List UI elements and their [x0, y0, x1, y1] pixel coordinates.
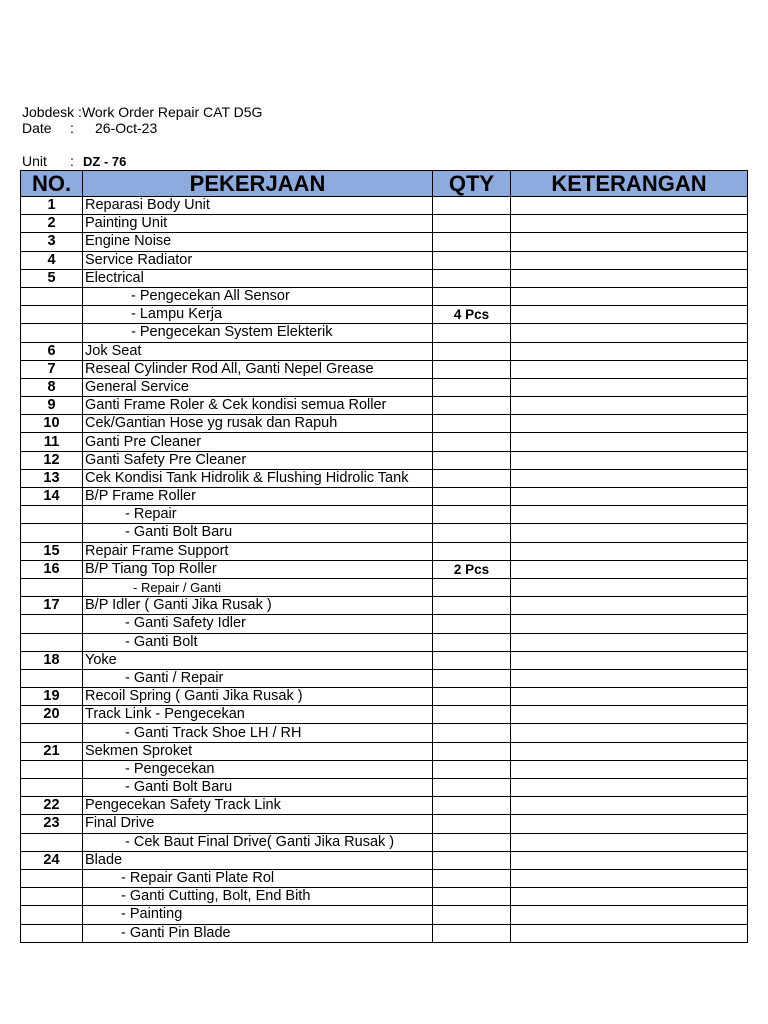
unit-value: DZ - 76	[83, 154, 127, 169]
table-row	[21, 451, 748, 469]
row-number	[21, 779, 83, 797]
row-number	[21, 669, 83, 687]
column-header-no: NO.	[21, 171, 83, 197]
task-qty	[433, 651, 511, 669]
task-qty	[433, 797, 511, 815]
table-row	[21, 506, 748, 524]
task-note	[511, 269, 748, 287]
task-name: Pengecekan Safety Track Link	[83, 797, 433, 815]
row-number: 11	[21, 433, 83, 451]
task-qty	[433, 506, 511, 524]
task-name: Cek/Gantian Hose yg rusak dan Rapuh	[83, 415, 433, 433]
table-row	[21, 378, 748, 396]
task-qty	[433, 233, 511, 251]
table-row	[21, 197, 748, 215]
task-name: B/P Idler ( Ganti Jika Rusak )	[83, 597, 433, 615]
task-note	[511, 797, 748, 815]
task-qty	[433, 287, 511, 305]
table-row	[21, 269, 748, 287]
task-qty	[433, 688, 511, 706]
row-number	[21, 506, 83, 524]
task-note	[511, 433, 748, 451]
row-number	[21, 306, 83, 324]
task-qty	[433, 215, 511, 233]
task-qty	[433, 724, 511, 742]
table-row	[21, 488, 748, 506]
row-number: 22	[21, 797, 83, 815]
task-name: B/P Tiang Top Roller	[83, 560, 433, 578]
task-qty	[433, 815, 511, 833]
table-row	[21, 578, 748, 596]
task-note	[511, 706, 748, 724]
task-note	[511, 888, 748, 906]
jobdesk-line	[22, 104, 262, 120]
row-number: 3	[21, 233, 83, 251]
date-line	[22, 120, 157, 136]
task-note	[511, 688, 748, 706]
table-row	[21, 651, 748, 669]
task-note	[511, 651, 748, 669]
table-row	[21, 342, 748, 360]
task-qty	[433, 706, 511, 724]
table-row	[21, 287, 748, 305]
task-qty	[433, 924, 511, 942]
row-number	[21, 906, 83, 924]
task-qty	[433, 906, 511, 924]
task-name: B/P Frame Roller	[83, 488, 433, 506]
table-row	[21, 615, 748, 633]
date-label: Date	[22, 120, 52, 136]
row-number: 10	[21, 415, 83, 433]
table-row	[21, 669, 748, 687]
task-qty: 2 Pcs	[433, 560, 511, 578]
jobdesk-value: Work Order Repair CAT D5G	[81, 104, 263, 120]
task-qty	[433, 378, 511, 396]
date-separator: :	[70, 120, 74, 136]
task-qty	[433, 415, 511, 433]
table-row	[21, 851, 748, 869]
row-number	[21, 615, 83, 633]
row-number: 19	[21, 688, 83, 706]
table-row	[21, 560, 748, 578]
task-subitem: - Pengecekan System Elekterik	[83, 324, 433, 342]
date-value: 26-Oct-23	[95, 120, 158, 136]
row-number	[21, 833, 83, 851]
task-note	[511, 488, 748, 506]
task-subitem: - Pengecekan All Sensor	[83, 287, 433, 305]
row-number: 13	[21, 469, 83, 487]
task-note	[511, 542, 748, 560]
task-subitem: - Ganti Cutting, Bolt, End Bith	[83, 888, 433, 906]
task-note	[511, 215, 748, 233]
task-qty	[433, 669, 511, 687]
row-number: 7	[21, 360, 83, 378]
task-qty	[433, 342, 511, 360]
row-number	[21, 287, 83, 305]
task-name: Ganti Frame Roler & Cek kondisi semua Roller	[83, 397, 433, 415]
task-name: Repair Frame Support	[83, 542, 433, 560]
task-note	[511, 342, 748, 360]
task-subitem: - Lampu Kerja	[83, 306, 433, 324]
table-row	[21, 542, 748, 560]
task-name: Sekmen Sproket	[83, 742, 433, 760]
task-qty	[433, 324, 511, 342]
task-qty	[433, 633, 511, 651]
table-row	[21, 397, 748, 415]
table-row	[21, 215, 748, 233]
task-note	[511, 578, 748, 596]
row-number	[21, 633, 83, 651]
task-note	[511, 597, 748, 615]
row-number: 24	[21, 851, 83, 869]
task-note	[511, 815, 748, 833]
task-qty: 4 Pcs	[433, 306, 511, 324]
column-header-keterangan: KETERANGAN	[511, 171, 748, 197]
table-row	[21, 906, 748, 924]
task-note	[511, 851, 748, 869]
row-number	[21, 869, 83, 887]
row-number: 12	[21, 451, 83, 469]
task-name: Blade	[83, 851, 433, 869]
task-qty	[433, 888, 511, 906]
task-qty	[433, 597, 511, 615]
table-row	[21, 433, 748, 451]
row-number	[21, 324, 83, 342]
task-name: Recoil Spring ( Ganti Jika Rusak )	[83, 688, 433, 706]
row-number	[21, 724, 83, 742]
column-header-qty: QTY	[433, 171, 511, 197]
task-note	[511, 397, 748, 415]
table-row	[21, 924, 748, 942]
row-number: 5	[21, 269, 83, 287]
table-row	[21, 415, 748, 433]
table-row	[21, 597, 748, 615]
task-qty	[433, 197, 511, 215]
task-qty	[433, 251, 511, 269]
row-number: 1	[21, 197, 83, 215]
unit-separator: :	[70, 153, 74, 169]
table-header-row	[21, 171, 748, 197]
table-row	[21, 324, 748, 342]
task-qty	[433, 833, 511, 851]
task-note	[511, 779, 748, 797]
task-qty	[433, 742, 511, 760]
table-row	[21, 797, 748, 815]
row-number: 4	[21, 251, 83, 269]
table-row	[21, 524, 748, 542]
task-qty	[433, 542, 511, 560]
task-name: Cek Kondisi Tank Hidrolik & Flushing Hidrolic Tank	[83, 469, 433, 487]
table-row	[21, 742, 748, 760]
task-subitem: - Ganti Safety Idler	[83, 615, 433, 633]
table-row	[21, 469, 748, 487]
task-name: Jok Seat	[83, 342, 433, 360]
task-note	[511, 197, 748, 215]
task-qty	[433, 469, 511, 487]
table-row	[21, 688, 748, 706]
row-number: 20	[21, 706, 83, 724]
task-note	[511, 560, 748, 578]
column-header-pekerjaan: PEKERJAAN	[83, 171, 433, 197]
task-qty	[433, 269, 511, 287]
task-note	[511, 524, 748, 542]
task-note	[511, 306, 748, 324]
task-name: Engine Noise	[83, 233, 433, 251]
unit-line	[22, 153, 126, 170]
task-name: General Service	[83, 378, 433, 396]
task-qty	[433, 397, 511, 415]
task-note	[511, 360, 748, 378]
table-row	[21, 706, 748, 724]
task-name: Ganti Safety Pre Cleaner	[83, 451, 433, 469]
task-qty	[433, 851, 511, 869]
task-qty	[433, 451, 511, 469]
row-number: 2	[21, 215, 83, 233]
row-number	[21, 578, 83, 596]
table-row	[21, 815, 748, 833]
row-number: 14	[21, 488, 83, 506]
row-number	[21, 888, 83, 906]
task-note	[511, 378, 748, 396]
task-qty	[433, 360, 511, 378]
task-note	[511, 742, 748, 760]
task-note	[511, 833, 748, 851]
table-row	[21, 760, 748, 778]
task-subitem: - Painting	[83, 906, 433, 924]
task-subitem: - Cek Baut Final Drive( Ganti Jika Rusak )	[83, 833, 433, 851]
row-number: 15	[21, 542, 83, 560]
row-number: 23	[21, 815, 83, 833]
task-subitem: - Repair Ganti Plate Rol	[83, 869, 433, 887]
row-number: 18	[21, 651, 83, 669]
task-name: Painting Unit	[83, 215, 433, 233]
task-note	[511, 924, 748, 942]
task-qty	[433, 524, 511, 542]
task-qty	[433, 433, 511, 451]
work-order-table	[20, 170, 748, 943]
task-subitem: - Ganti Bolt Baru	[83, 524, 433, 542]
task-subitem: - Repair / Ganti	[83, 578, 433, 596]
task-note	[511, 760, 748, 778]
task-qty	[433, 779, 511, 797]
table-row	[21, 633, 748, 651]
task-note	[511, 615, 748, 633]
table-row	[21, 724, 748, 742]
task-qty	[433, 488, 511, 506]
task-note	[511, 724, 748, 742]
task-subitem: - Ganti / Repair	[83, 669, 433, 687]
row-number: 21	[21, 742, 83, 760]
table-row	[21, 888, 748, 906]
task-note	[511, 415, 748, 433]
task-qty	[433, 869, 511, 887]
jobdesk-label: Jobdesk :	[22, 104, 82, 120]
row-number	[21, 760, 83, 778]
table-row	[21, 251, 748, 269]
row-number	[21, 924, 83, 942]
task-subitem: - Ganti Bolt	[83, 633, 433, 651]
row-number: 8	[21, 378, 83, 396]
task-name: Reseal Cylinder Rod All, Ganti Nepel Grease	[83, 360, 433, 378]
task-name: Electrical	[83, 269, 433, 287]
task-subitem: - Repair	[83, 506, 433, 524]
task-note	[511, 251, 748, 269]
table-row	[21, 233, 748, 251]
unit-label: Unit	[22, 153, 47, 169]
table-body	[21, 197, 748, 943]
task-note	[511, 287, 748, 305]
table-row	[21, 306, 748, 324]
row-number: 6	[21, 342, 83, 360]
task-subitem: - Ganti Track Shoe LH / RH	[83, 724, 433, 742]
task-note	[511, 451, 748, 469]
task-name: Service Radiator	[83, 251, 433, 269]
task-subitem: - Pengecekan	[83, 760, 433, 778]
task-note	[511, 633, 748, 651]
task-name: Yoke	[83, 651, 433, 669]
task-name: Reparasi Body Unit	[83, 197, 433, 215]
task-qty	[433, 615, 511, 633]
row-number: 9	[21, 397, 83, 415]
table-row	[21, 360, 748, 378]
table-row	[21, 869, 748, 887]
table-row	[21, 779, 748, 797]
task-note	[511, 469, 748, 487]
task-name: Ganti Pre Cleaner	[83, 433, 433, 451]
task-qty	[433, 578, 511, 596]
row-number	[21, 524, 83, 542]
task-subitem: - Ganti Bolt Baru	[83, 779, 433, 797]
task-name: Final Drive	[83, 815, 433, 833]
task-note	[511, 324, 748, 342]
task-subitem: - Ganti Pin Blade	[83, 924, 433, 942]
task-note	[511, 506, 748, 524]
task-name: Track Link - Pengecekan	[83, 706, 433, 724]
task-note	[511, 669, 748, 687]
task-note	[511, 906, 748, 924]
row-number: 17	[21, 597, 83, 615]
row-number: 16	[21, 560, 83, 578]
task-qty	[433, 760, 511, 778]
table-row	[21, 833, 748, 851]
task-note	[511, 233, 748, 251]
task-note	[511, 869, 748, 887]
